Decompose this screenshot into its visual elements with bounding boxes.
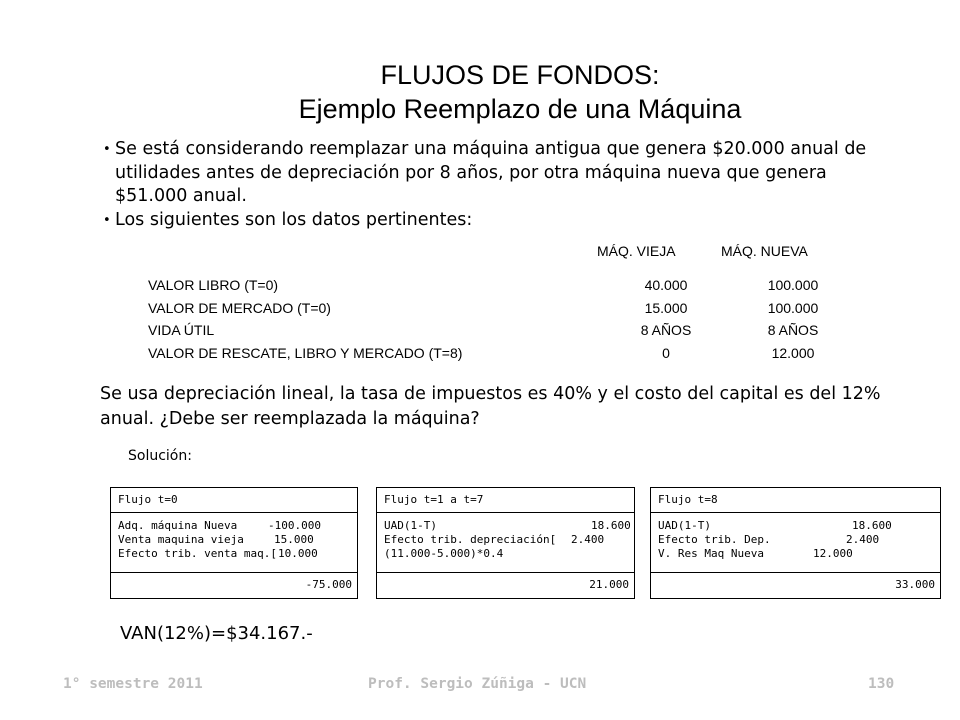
flujo-row-label: Venta maquina vieja xyxy=(118,533,244,546)
value-vieja: 40.000 xyxy=(644,277,688,293)
flujo-row-value: 10.000 xyxy=(278,547,318,560)
flujo-row-label: (11.000-5.000)*0.4 xyxy=(384,547,504,560)
flujo-row-label: UAD(1-T) xyxy=(658,519,711,532)
solution-label: Solución: xyxy=(128,448,192,464)
flujo-body xyxy=(651,513,940,573)
footer-profesor: Prof. Sergio Zúñiga - UCN xyxy=(368,676,587,692)
flujo-total: 21.000 xyxy=(589,578,629,591)
flujo-row-label: UAD(1-T) xyxy=(384,519,437,532)
value-nueva: 12.000 xyxy=(771,344,815,361)
flujo-row xyxy=(658,547,933,561)
title-line-2: Ejemplo Reemplazo de una Máquina xyxy=(298,94,742,124)
flujo-row-label: Efecto trib. Dep. xyxy=(658,533,771,546)
flujo-row-value: 2.400 xyxy=(571,533,605,546)
flujo-row-value: 18.600 xyxy=(852,519,892,532)
flujo-row xyxy=(118,533,350,547)
table-row xyxy=(148,274,857,297)
bullet-item: • Los siguientes son los datos pertinentes: xyxy=(103,209,873,233)
flujo-row xyxy=(384,519,631,533)
flujo-row xyxy=(658,533,933,547)
row-label: VALOR DE MERCADO (T=0) xyxy=(148,299,331,316)
value-nueva: 100.000 xyxy=(767,299,819,316)
table-row xyxy=(148,342,857,365)
flujo-row-label: Efecto trib. venta maq.[ xyxy=(118,547,277,560)
footer-semestre: 1° semestre 2011 xyxy=(63,676,203,692)
flujo-header: Flujo t=1 a t=7 xyxy=(377,488,634,513)
van-result: VAN(12%)=$34.167.- xyxy=(120,623,313,644)
row-label: VIDA ÚTIL xyxy=(148,322,215,338)
column-header-nueva: MÁQ. NUEVA xyxy=(721,243,808,259)
row-label: VALOR DE RESCATE, LIBRO Y MERCADO (T=8) xyxy=(148,344,463,361)
table-row xyxy=(148,297,857,320)
footer-page-number: 130 xyxy=(868,676,895,692)
value-nueva: 8 AÑOS xyxy=(767,322,819,338)
flujo-row-value: 18.600 xyxy=(591,519,631,532)
datos-table xyxy=(148,274,857,364)
bullet-list xyxy=(103,138,873,232)
flujo-row xyxy=(384,533,627,547)
flujo-box-t1-t7 xyxy=(376,487,635,599)
flujo-row-value: 12.000 xyxy=(813,547,853,560)
flujo-box-t0 xyxy=(110,487,358,599)
bullet-item: • Se está considerando reemplazar una máquina antigua que genera $20.000 anual de utilidades antes de depreciación por 8 años, por otra máquina nueva que genera $51.000 anual. xyxy=(103,138,873,209)
flujo-total: 33.000 xyxy=(895,578,935,591)
flujo-row xyxy=(658,519,933,533)
value-vieja: 15.000 xyxy=(644,299,688,316)
row-label: VALOR LIBRO (T=0) xyxy=(148,277,279,293)
value-nueva: 100.000 xyxy=(767,277,819,293)
title-line-1: FLUJOS DE FONDOS: xyxy=(380,60,660,90)
flujo-header: Flujo t=0 xyxy=(111,488,357,513)
question-text: Se usa depreciación lineal, la tasa de impuestos es 40% y el costo del capital es del 12% anual. ¿Debe ser reemplazada la máquina? xyxy=(100,384,881,429)
flujo-row-value: -100.000 xyxy=(268,519,321,532)
value-vieja: 8 AÑOS xyxy=(640,322,692,338)
table-row xyxy=(148,319,857,342)
flujo-total: -75.000 xyxy=(305,578,352,591)
flujo-row-value: 2.400 xyxy=(846,533,880,546)
flujo-row-value: 15.000 xyxy=(274,533,314,546)
flujo-header: Flujo t=8 xyxy=(651,488,940,513)
flujo-row-label: Adq. máquina Nueva xyxy=(118,519,238,532)
flujo-body xyxy=(111,513,357,573)
column-header-vieja: MÁQ. VIEJA xyxy=(597,243,676,259)
flujo-row xyxy=(118,519,350,533)
flujo-row xyxy=(384,547,627,561)
flujo-box-t8 xyxy=(650,487,941,599)
flujo-row xyxy=(118,547,350,561)
value-vieja: 0 xyxy=(662,344,670,361)
flujo-row-label: Efecto trib. depreciación[ xyxy=(384,533,557,546)
flujo-body xyxy=(377,513,634,573)
flujo-row-label: V. Res Maq Nueva xyxy=(658,547,764,560)
